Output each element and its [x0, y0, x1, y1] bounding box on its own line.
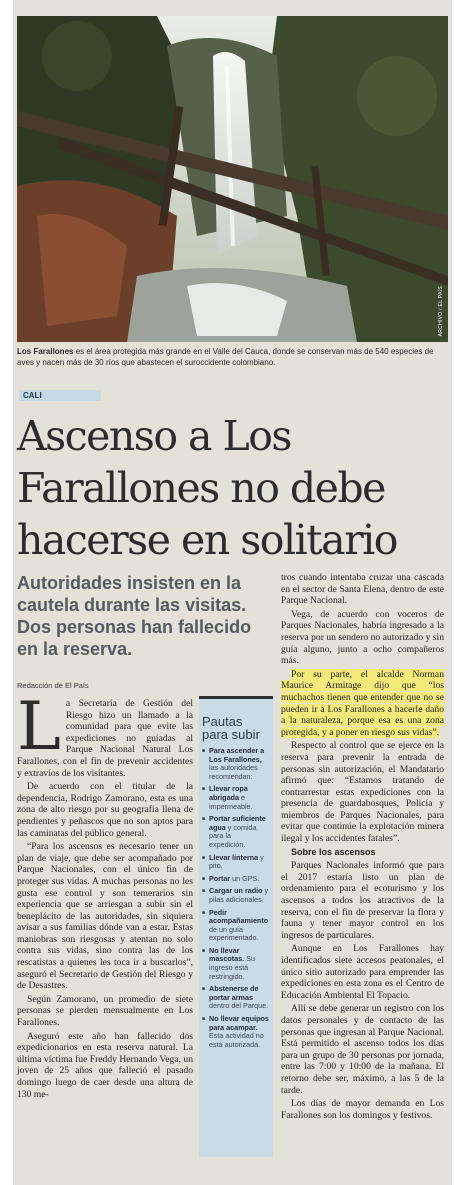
- sidebar-item-bold: Abstenerse de portar armas: [209, 984, 259, 1002]
- paragraph: Según Zamorano, un promedio de siete personas se pierden mensualmente en Los Farallones.: [17, 993, 193, 1029]
- caption-text: es el área protegida más grande en el Valle del Cauca, donde se conservan más de 540 especies de aves y nacen más de 30 ríos que abastecen el suroccidente colombiano.: [17, 347, 434, 367]
- paragraph: a Secretaría de Gestión del Riesgo hizo un llamado a la comunidad para que evite las expediciones no guiadas al Parque Nacional Natural Los Farallones, con el fin de prevenir accidentes y extravíos de los visitantes.: [17, 698, 193, 779]
- photo-credit: ARCHIVO / EL PAÍS: [438, 285, 444, 336]
- caption-lead: Los Farallones: [17, 347, 74, 356]
- sidebar-item-text: Esta actividad no está autorizada.: [209, 1031, 264, 1049]
- paragraph: Vega, de acuerdo con voceros de Parques Nacionales, habría ingresado a la reserva por un sendero no autorizado y sin guía alguno, junto a ocho compañeros más.: [281, 608, 444, 667]
- paragraph: Respecto al control que se ejerce en la reserva para prevenir la entrada de personas sin autorización, el Mandatario afirmó que: “Estamos tratando de contrarrestar estas expediciones con la presencia de guardabosques, Policía y miembros de Parques Nacionales, para evitar que continúe la explotación minera ilegal y los accidentes fatales”.: [281, 740, 444, 845]
- article-column-1: [17, 688, 193, 1102]
- waterfall-photo: [17, 16, 448, 342]
- sidebar-item-bold: Llevar linterna: [209, 852, 259, 862]
- section-subtitle: Sobre los ascensos: [291, 846, 376, 857]
- paragraph: “Para los ascensos es necesario tener un plan de viaje, que debe ser acompañado por Parque Nacionales, con el único fin de proteger sus vidas. A muchas personas no les gusta ese control y son temerarios sin experiencia que se arriesgan a subir sin el beneplácito de las autoridades, sin siquiera avisar a sus familias dónde van a estar. Estas maniobras son riesgosas y atentan no solo contra sus vidas, sino contra las de los rescatistas a quienes les toca ir a buscarlos”, aseguró el Secretario de Gestión del Riesgo y de Desastres.: [17, 841, 193, 992]
- paragraph: Allí se debe generar un registro con los datos personales y de contacto de las personas que ingresan al Parque Nacional. Está permitido el ascenso todos los días para un grupo de 30 personas por jornada, entre las 7:00 y 10:00 de la mañana. El retorno debe ser, máximo, a las 5 de la tarde.: [281, 1003, 444, 1096]
- section-tag: CALI: [19, 390, 101, 401]
- sidebar-item-text: y pilas adicionales.: [209, 886, 269, 904]
- highlighted-quote: Por su parte, el alcalde Norman Maurice Armitage dijo que “los muchachos tienen que entender que no se pueden ir a Los Farallones a hacerle daño a la naturaleza, porque esa es una zona protegida, y a poner en riesgo sus vidas”.: [281, 668, 444, 738]
- sidebar-item: [199, 947, 273, 985]
- sidebar-item-text: las autoridades recomiendan:: [209, 763, 258, 781]
- sidebar-item-text: de un guía experimentado.: [209, 924, 259, 943]
- sidebar-item: [199, 985, 273, 1015]
- sidebar-item: [199, 747, 273, 785]
- article-column-3: [281, 572, 444, 1123]
- sidebar-item: [199, 1015, 273, 1053]
- sidebar-item-text: Su ingreso está restringido.: [209, 954, 255, 981]
- sidebar-item-bold: Cargar un radio: [209, 886, 263, 896]
- paragraph: tros cuando intentaba cruzar una cascada en el sector de Santa Elena, dentro de este Parque Nacional.: [281, 572, 444, 607]
- sidebar-item-text: dentro del Parque.: [209, 1001, 269, 1011]
- paragraph: Parques Nacionales informó que para el 2017 estaría listo un plan de ordenamiento para el ecoturismo y los ascensos a todos los atractivos de la reserva, con el fin de preservar la flora y fauna y tener mayor control en los ingresos de particulares.: [281, 860, 444, 941]
- tips-sidebar: [199, 696, 273, 1157]
- sidebar-item-text: y pito.: [209, 852, 264, 871]
- paragraph: De acuerdo con el titular de la dependencia, Rodrigo Zamorano, esta es una zona de alto riesgo por su geografía llena de pendientes y peñascos que no son aptos para las caminatas del público general.: [17, 781, 193, 839]
- photo-caption: [17, 346, 445, 368]
- headline: Ascenso a Los Farallones no debe hacerse en solitario: [17, 412, 397, 564]
- sidebar-item-bold: Para ascender a Los Farallones,: [209, 746, 265, 764]
- sidebar-item: [199, 854, 273, 875]
- paragraph: Los días de mayor demanda en Los Farallones son los domingos y festivos.: [281, 1098, 444, 1121]
- byline: Redacción de El País: [17, 681, 89, 690]
- subhead: Autoridades insisten en la cautela durante las visitas. Dos personas han fallecido en la reserva.: [17, 573, 252, 659]
- sidebar-item-bold: Portar suficiente agua: [209, 814, 266, 832]
- waterfall-illustration: [17, 16, 448, 342]
- sidebar-title: Pautas para subir: [202, 714, 260, 742]
- paragraph: Aseguró este año han fallecido dos expedicionarios en esta reserva natural. La última víctima fue Freddy Hernando Vega, un joven de 25 años que falleció el pasado domingo luego de caer desde una altura de 130 me-: [17, 1030, 193, 1100]
- sidebar-item-text: y comida para la expedición.: [209, 822, 257, 849]
- sidebar-item-text: un GPS.: [230, 873, 260, 883]
- newspaper-page: [13, 0, 452, 1185]
- sidebar-item: [199, 815, 273, 853]
- paragraph: [281, 669, 444, 739]
- paragraph: Aunque en Los Farallones hay identificados siete accesos peatonales, el único sitio autorizado para emprender las expediciones en esta zona es el Centro de Educación Ambiental El Topacio.: [281, 943, 444, 1001]
- drop-cap: L: [17, 688, 61, 765]
- sidebar-item-text: e impermeable.: [209, 792, 253, 811]
- sidebar-item-bold: No llevar equipos para acampar.: [209, 1014, 269, 1032]
- sidebar-item-bold: Portar: [209, 873, 231, 883]
- sidebar-item-bold: Llevar ropa abrigada: [209, 784, 248, 802]
- sidebar-item: [199, 909, 273, 947]
- sidebar-item-bold: Pedir acompañamiento: [209, 907, 269, 926]
- sidebar-item: [199, 887, 273, 908]
- sidebar-item: [199, 785, 273, 815]
- sidebar-item-bold: No llevar mascotas.: [209, 945, 245, 964]
